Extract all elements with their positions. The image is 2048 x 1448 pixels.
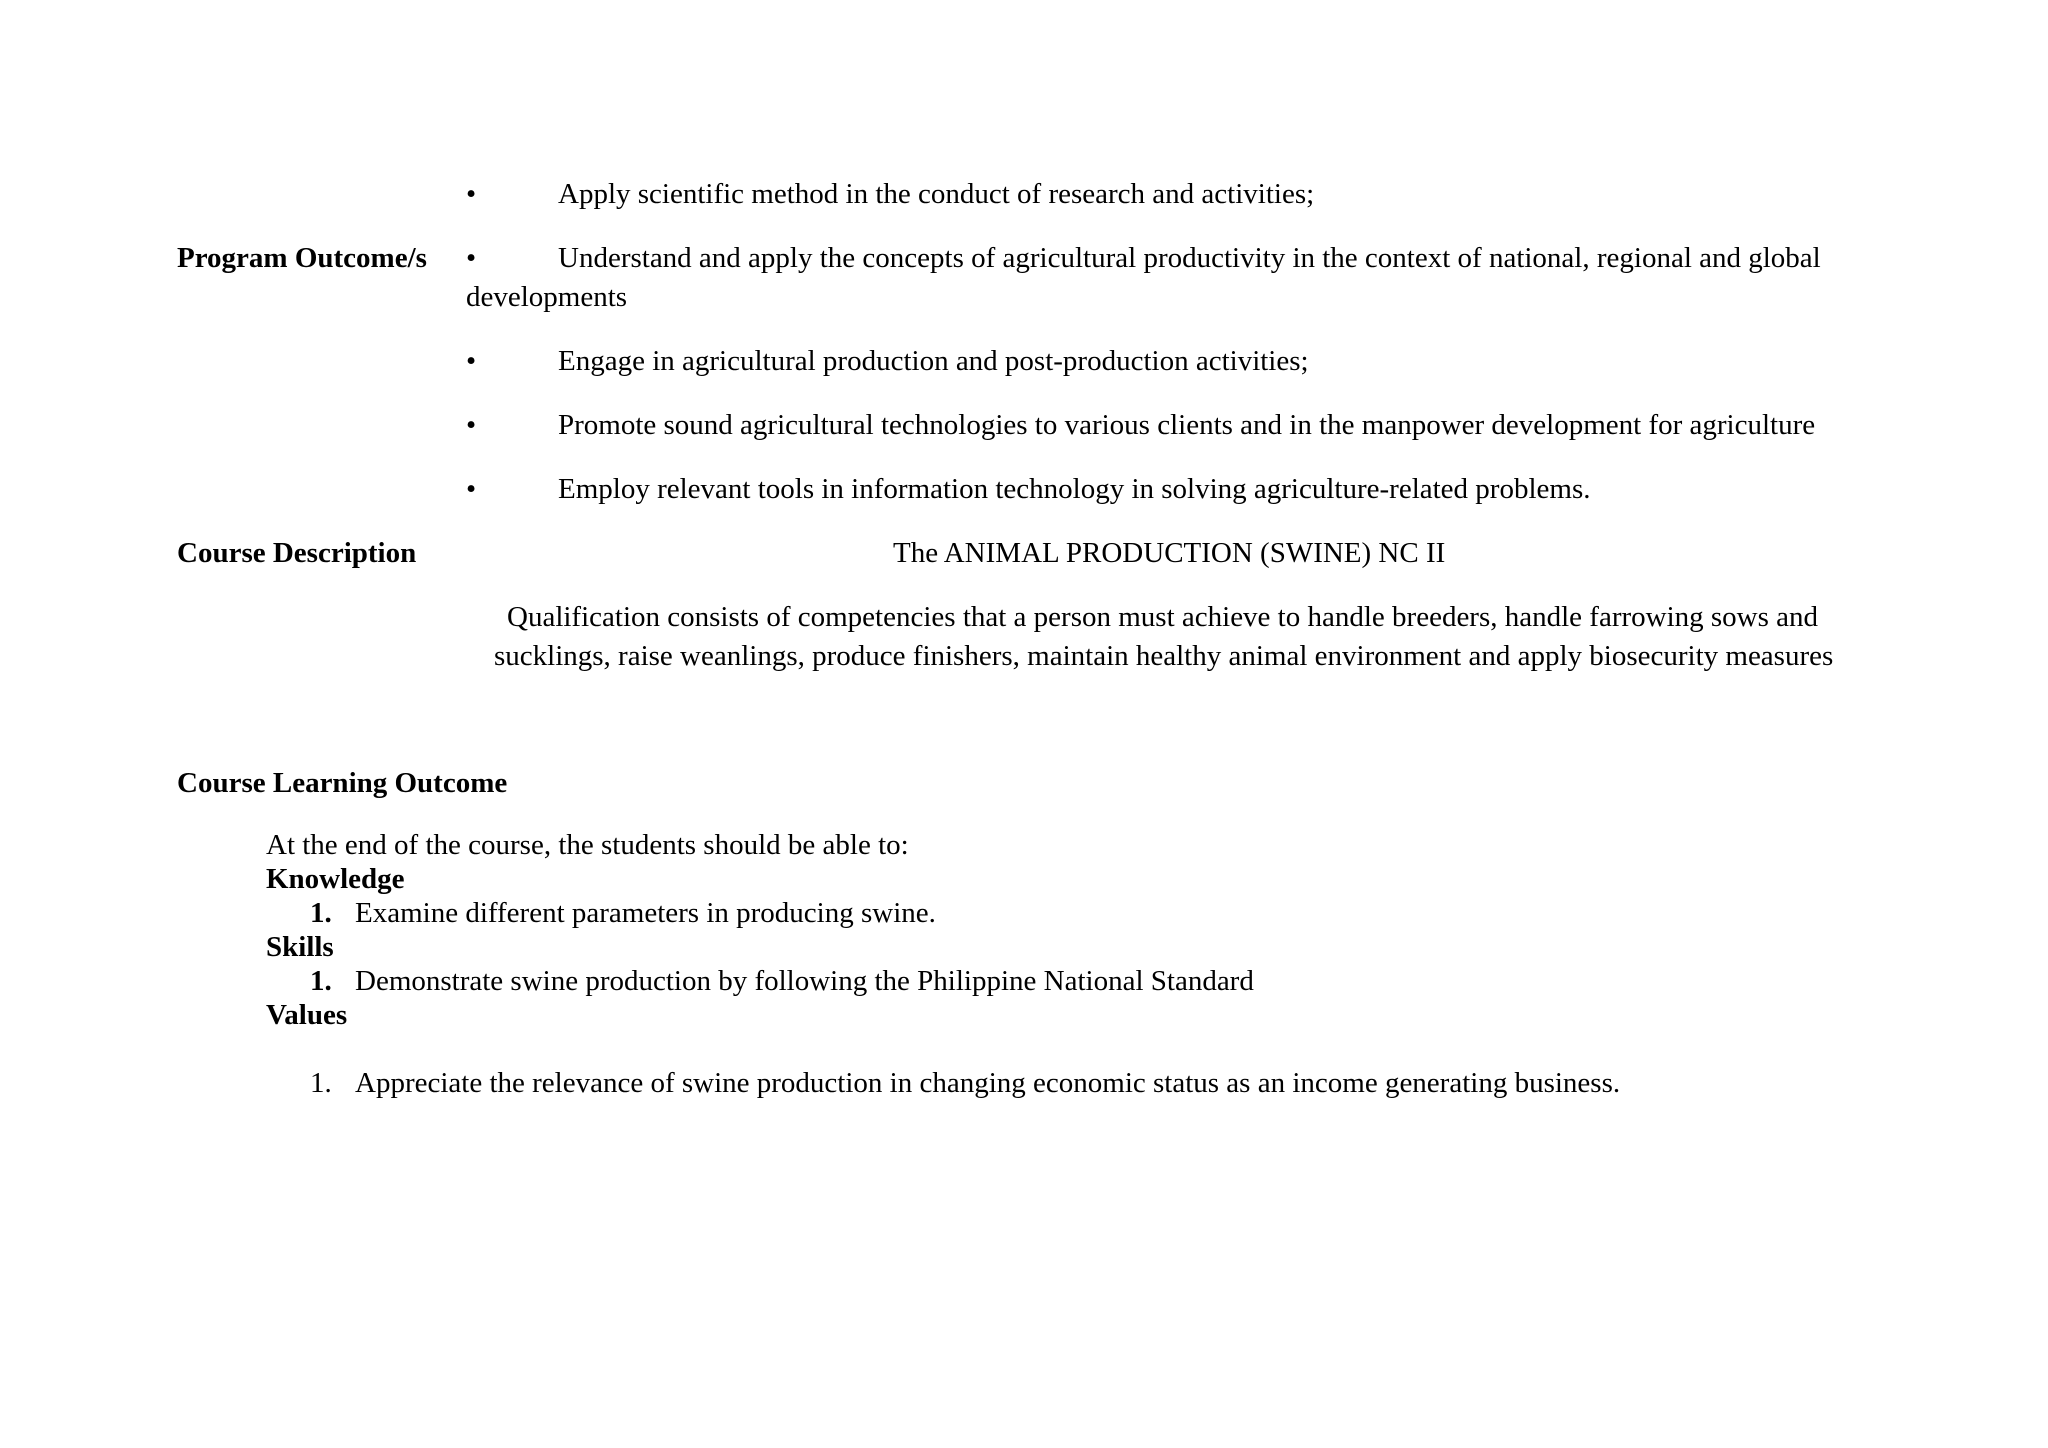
course-description-title: The ANIMAL PRODUCTION (SWINE) NC II — [893, 537, 1446, 569]
program-outcome-item-5: Employ relevant tools in information technology in solving agriculture-related problems. — [558, 473, 1591, 505]
bullet-marker: • — [466, 409, 477, 441]
learning-outcome-intro: At the end of the course, the students should be able to: — [266, 829, 909, 861]
skills-item-number: 1. — [310, 965, 332, 997]
values-item-number: 1. — [310, 1067, 332, 1099]
bullet-marker: • — [466, 178, 477, 210]
course-learning-outcome-label: Course Learning Outcome — [177, 767, 508, 799]
course-description-body-line-2: sucklings, raise weanlings, produce finishers, maintain healthy animal environment and apply biosecurity measures — [494, 640, 1834, 672]
course-description-body-line-1: Qualification consists of competencies that a person must achieve to handle breeders, handle farrowing sows and — [507, 601, 1819, 633]
values-heading: Values — [266, 999, 348, 1031]
knowledge-item-number: 1. — [310, 897, 332, 929]
program-outcome-item-4: Promote sound agricultural technologies to various clients and in the manpower development for agriculture — [558, 409, 1816, 441]
bullet-marker: • — [466, 473, 477, 505]
bullet-marker: • — [466, 345, 477, 377]
knowledge-item: Examine different parameters in producing swine. — [355, 897, 936, 929]
skills-heading: Skills — [266, 931, 334, 963]
course-description-label: Course Description — [177, 537, 417, 569]
bullet-marker: • — [466, 242, 477, 274]
program-outcomes-label: Program Outcome/s — [177, 242, 427, 274]
program-outcome-item-2: Understand and apply the concepts of agricultural productivity in the context of national, regional and global — [558, 242, 1821, 274]
values-item: Appreciate the relevance of swine production in changing economic status as an income generating business. — [355, 1067, 1621, 1099]
program-outcome-item-2-continuation: developments — [466, 281, 628, 313]
skills-item: Demonstrate swine production by following the Philippine National Standard — [355, 965, 1254, 997]
program-outcome-item-3: Engage in agricultural production and post-production activities; — [558, 345, 1309, 377]
program-outcome-item-1: Apply scientific method in the conduct of research and activities; — [558, 178, 1315, 210]
knowledge-heading: Knowledge — [266, 863, 405, 895]
